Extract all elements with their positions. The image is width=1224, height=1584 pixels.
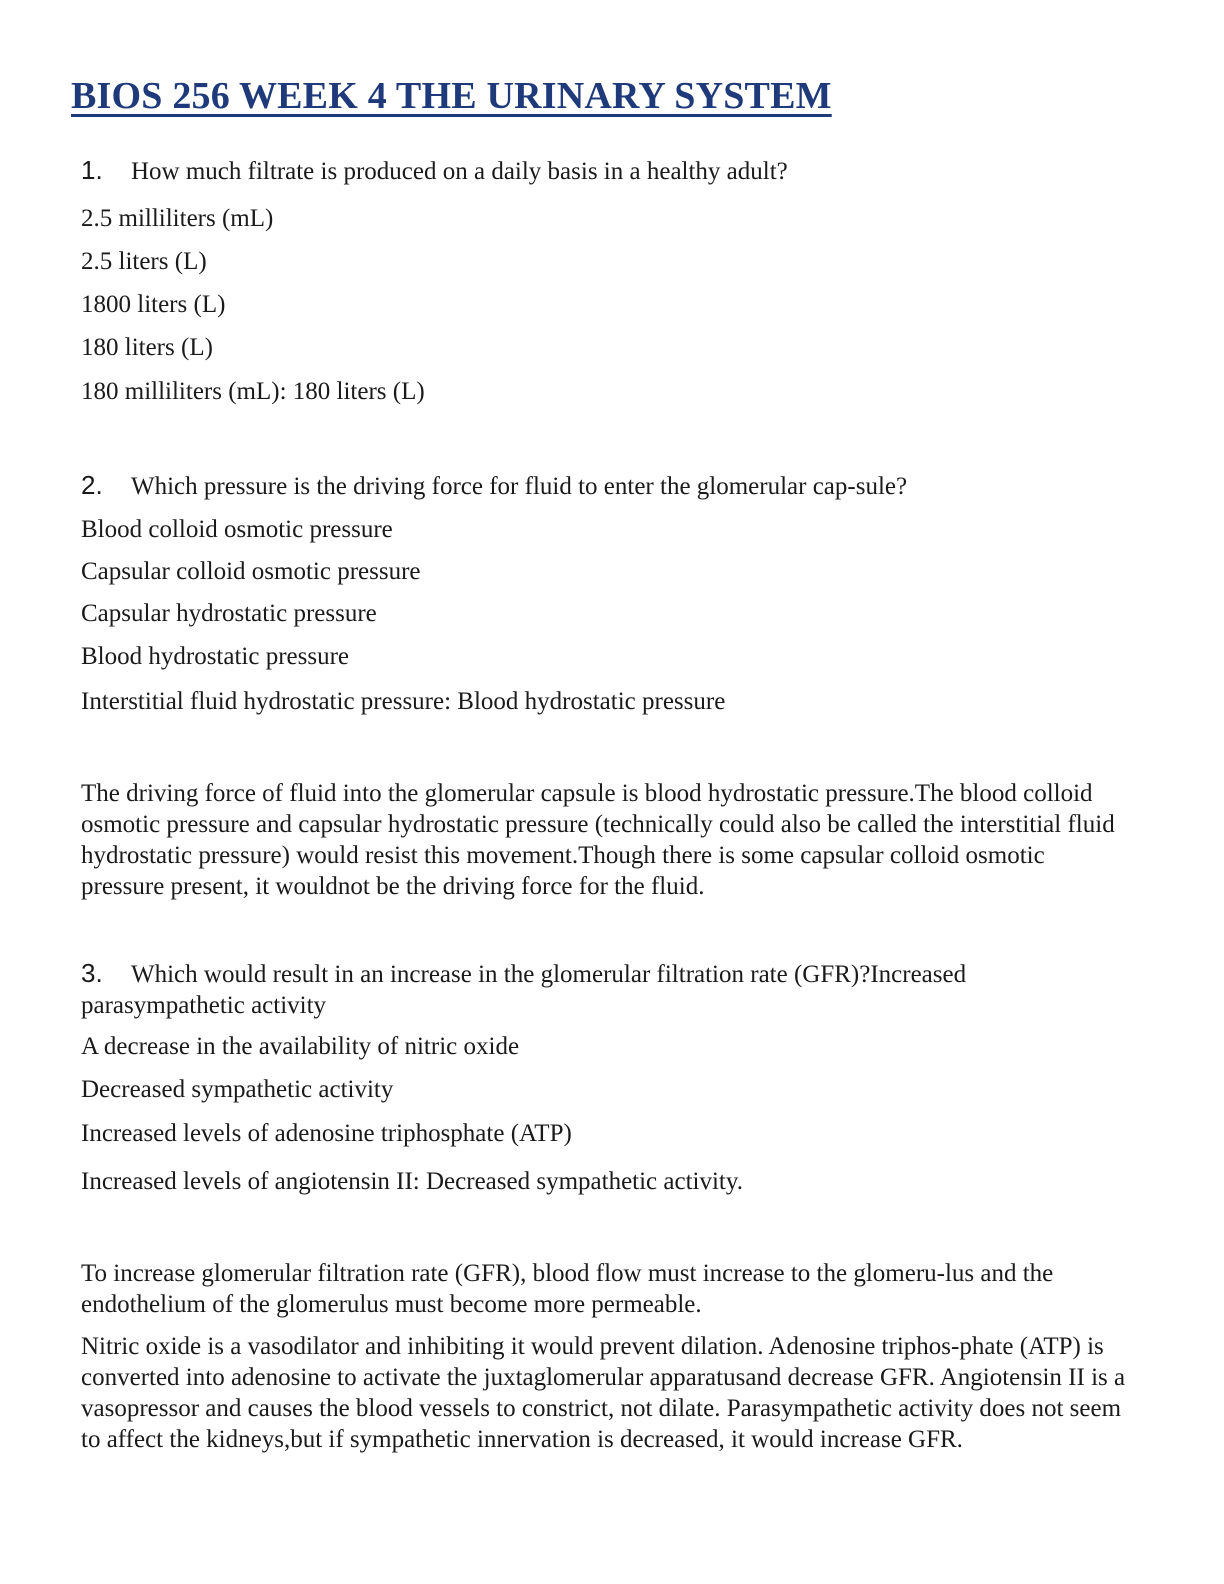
question-3 xyxy=(81,958,1131,1021)
answer-option: 2.5 milliliters (mL) xyxy=(81,205,274,232)
question-number: 3. xyxy=(81,958,103,988)
question-2 xyxy=(81,470,1131,502)
question-number: 1. xyxy=(81,155,103,185)
explanation-paragraph: Nitric oxide is a vasodilator and inhibiting it would prevent dilation. Adenosine triphos-phate (ATP) is converted into adenosine to activate the juxtaglomerular apparatusand decrease GFR. Angiotensin II is a vasopressor and causes the blood vessels to constrict, not dilate. Parasympathetic activity does not seem to affect the kidneys,but if sympathetic innervation is decreased, it would increase GFR. xyxy=(81,1333,1126,1453)
answer-option: 180 milliliters (mL): 180 liters (L) xyxy=(81,378,425,405)
answer-option: 1800 liters (L) xyxy=(81,291,226,318)
question-text: How much filtrate is produced on a daily basis in a healthy adult? xyxy=(131,158,788,185)
answer-option: Capsular colloid osmotic pressure xyxy=(81,558,421,585)
question-text: Which pressure is the driving force for fluid to enter the glomerular cap-sule? xyxy=(131,473,908,500)
answer-option: Decreased sympathetic activity xyxy=(81,1076,394,1103)
answer-option: Capsular hydrostatic pressure xyxy=(81,600,377,627)
answer-option: Blood hydrostatic pressure xyxy=(81,643,350,670)
question-text: Which would result in an increase in the glomerular filtration rate (GFR)?Increased parasympathetic activity xyxy=(81,961,967,1019)
explanation-paragraph: The driving force of fluid into the glomerular capsule is blood hydrostatic pressure.The blood colloid osmotic pressure and capsular hydrostatic pressure (technically could also be called the interstitial fluid hydrostatic pressure) would resist this movement.Though there is some capsular colloid osmotic pressure present, it wouldnot be the driving force for the fluid. xyxy=(81,780,1115,900)
answer-option: 180 liters (L) xyxy=(81,334,213,361)
answer-option: Increased levels of angiotensin II: Decreased sympathetic activity. xyxy=(81,1168,743,1195)
answer-option: Interstitial fluid hydrostatic pressure: Blood hydrostatic pressure xyxy=(81,688,726,715)
answer-option: 2.5 liters (L) xyxy=(81,248,207,275)
explanation-paragraph: To increase glomerular filtration rate (GFR), blood flow must increase to the glomeru-lus and the endothelium of the glomerulus must become more permeable. xyxy=(81,1260,1054,1318)
answer-option: Increased levels of adenosine triphosphate (ATP) xyxy=(81,1120,572,1147)
answer-option: A decrease in the availability of nitric oxide xyxy=(81,1033,520,1060)
answer-option: Blood colloid osmotic pressure xyxy=(81,516,393,543)
page-title: BIOS 256 WEEK 4 THE URINARY SYSTEM xyxy=(71,75,832,117)
question-number: 2. xyxy=(81,470,103,500)
question-1 xyxy=(81,155,1131,187)
